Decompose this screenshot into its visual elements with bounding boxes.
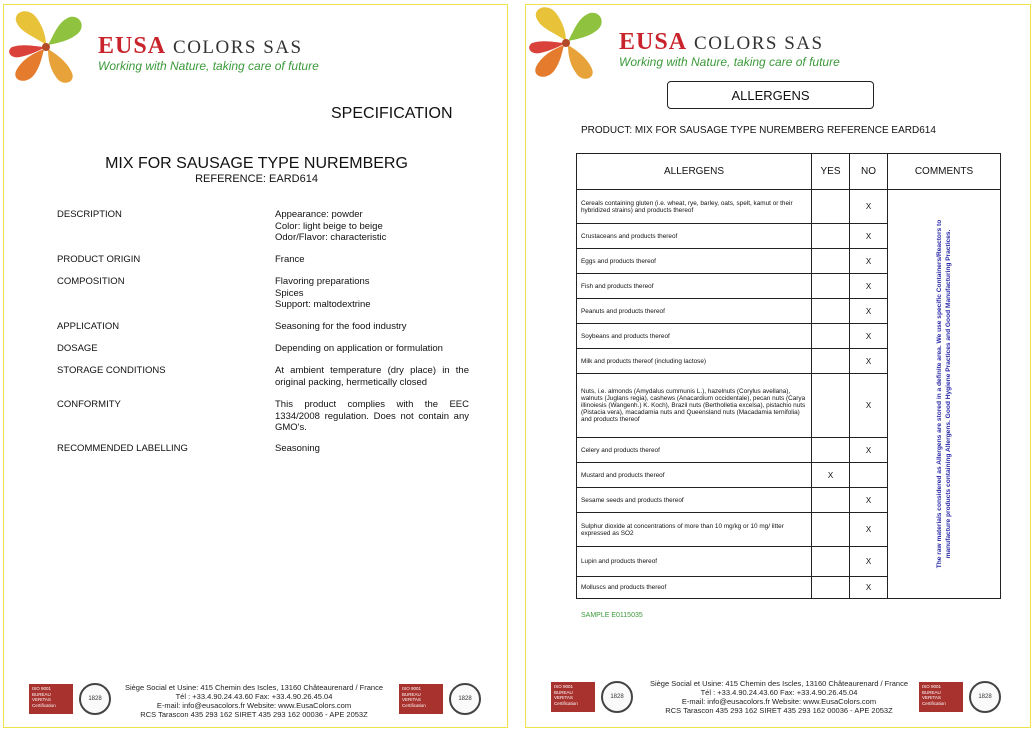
spec-value — [275, 343, 469, 355]
bureau-veritas-logo — [551, 682, 595, 712]
column-header-yes: YES — [812, 154, 850, 190]
cert-org: BUREAU VERITAS — [402, 691, 421, 702]
company-footer — [639, 679, 919, 715]
brand-eusa: EUSA — [619, 29, 688, 55]
spec-label: APPLICATION — [57, 321, 120, 332]
allergen-name: Molluscs and products thereof — [577, 577, 812, 599]
product-title: MIX FOR SAUSAGE TYPE NUREMBERG — [105, 155, 408, 172]
no-cell: X — [850, 324, 888, 349]
spec-label: COMPOSITION — [57, 276, 125, 287]
certification-seal-icon — [79, 683, 111, 715]
allergens-page — [525, 4, 1031, 728]
yes-cell — [812, 438, 850, 463]
no-cell: X — [850, 513, 888, 547]
footer-address: Siège Social et Usine: 415 Chemin des Iscles, 13160 Châteaurenard / France — [124, 683, 384, 692]
no-cell: X — [850, 274, 888, 299]
allergen-name: Celery and products thereof — [577, 438, 812, 463]
cert-iso: ISO 9001 — [554, 684, 574, 689]
spec-value-line: Support: maltodextrine — [275, 299, 371, 310]
brand-name — [98, 33, 303, 60]
spec-value-line: Odor/Flavor: characteristic — [275, 232, 387, 243]
allergen-name: Sulphur dioxide at concentrations of more than 10 mg/kg or 10 mg/ litter expressed as SO2 — [577, 513, 812, 547]
allergen-name: Nuts, i.e. almonds (Amydalus cummunis L.), hazelnuts (Corylus avellana), walnuts (Juglans regia), cashews (Anacardium occidentale), pecan nuts (Carya illinoiesis (Wangenh.) K. Koch), Brazil nuts (Bertholletia excelsa), pistachio nuts (Pistacia vera), macadamia nuts and Queensland nuts (Macadamia ternifolia) and products thereof — [577, 374, 812, 438]
footer-address: Siège Social et Usine: 415 Chemin des Iscles, 13160 Châteaurenard / France — [649, 679, 909, 688]
clover-logo-icon — [526, 3, 606, 83]
certification-badge — [919, 681, 1005, 713]
spec-value: At ambient temperature (dry place) in the original packing, hermetically closed — [275, 365, 469, 388]
page-title: SPECIFICATION — [331, 105, 453, 122]
product-line: PRODUCT: MIX FOR SAUSAGE TYPE NUREMBERG REFERENCE EARD614 — [581, 125, 936, 136]
cert-sub: Certification — [922, 700, 946, 706]
spec-label: PRODUCT ORIGIN — [57, 254, 141, 265]
cert-sub: Certification — [32, 702, 56, 708]
cert-iso: ISO 9001 — [922, 684, 942, 689]
allergen-name: Peanuts and products thereof — [577, 299, 812, 324]
spec-value-line: Seasoning for the food industry — [275, 321, 407, 332]
cert-org: BUREAU VERITAS — [32, 691, 51, 702]
certification-badge — [551, 681, 637, 713]
no-cell: X — [850, 249, 888, 274]
no-cell: X — [850, 349, 888, 374]
comments-cell — [888, 190, 1001, 599]
seal-year: 1828 — [88, 696, 102, 702]
bureau-veritas-logo — [29, 684, 73, 714]
seal-year: 1828 — [458, 696, 472, 702]
footer-registration: RCS Tarascon 435 293 162 SIRET 435 293 162 00036 - APE 2053Z — [665, 706, 893, 715]
certification-seal-icon — [969, 681, 1001, 713]
brand-suffix: COLORS SAS — [694, 33, 824, 54]
spec-value-line: Depending on application or formulation — [275, 343, 443, 354]
no-cell: X — [850, 374, 888, 438]
spec-value — [275, 254, 469, 266]
spec-value-line: Appearance: powder — [275, 209, 363, 220]
cert-iso: ISO 9001 — [32, 686, 52, 691]
allergen-name: Cereals containing gluten (i.e. wheat, rye, barley, oats, spelt, kamut or their hybridized strains) and products thereof — [577, 190, 812, 224]
yes-cell — [812, 374, 850, 438]
yes-cell — [812, 488, 850, 513]
spec-value-line: Flavoring preparations — [275, 276, 370, 287]
brand-tagline: Working with Nature, taking care of future — [619, 55, 840, 69]
cert-org: BUREAU VERITAS — [922, 689, 941, 700]
yes-cell — [812, 547, 850, 577]
allergen-comment: The raw materials considered as Allergens are stored in a definite area. We use specific Containers/Reactors to manufacture products containing Allergens. Good Hygiene Practices and Good Manufacturing Practices. — [936, 219, 952, 569]
spec-value — [275, 321, 469, 333]
certification-seal-icon — [601, 681, 633, 713]
allergen-name: Crustaceans and products thereof — [577, 224, 812, 249]
allergen-name: Lupin and products thereof — [577, 547, 812, 577]
brand-tagline: Working with Nature, taking care of future — [98, 59, 319, 73]
footer-phone: Tél : +33.4.90.24.43.60 Fax: +33.4.90.26.45.04 — [700, 688, 858, 697]
footer-contact: E-mail: info@eusacolors.fr Website: www.EusaColors.com — [156, 701, 352, 710]
allergen-name: Fish and products thereof — [577, 274, 812, 299]
no-cell: X — [850, 438, 888, 463]
cert-sub: Certification — [402, 702, 426, 708]
yes-cell: X — [812, 463, 850, 488]
seal-year: 1828 — [610, 694, 624, 700]
cert-sub: Certification — [554, 700, 578, 706]
no-cell: X — [850, 224, 888, 249]
spec-value — [275, 209, 469, 244]
spec-label: DESCRIPTION — [57, 209, 122, 220]
clover-logo-icon — [6, 7, 86, 87]
spec-value: This product complies with the EEC 1334/2008 regulation. Does not contain any GMO's. — [275, 399, 469, 433]
spec-label: DOSAGE — [57, 343, 98, 354]
allergens-table — [576, 153, 1001, 599]
spec-label: CONFORMITY — [57, 399, 121, 410]
column-header-no: NO — [850, 154, 888, 190]
footer-registration: RCS Tarascon 435 293 162 SIRET 435 293 162 00036 - APE 2053Z — [140, 710, 368, 719]
brand-suffix: COLORS SAS — [173, 37, 303, 58]
spec-value-line: Seasoning — [275, 443, 320, 454]
no-cell — [850, 463, 888, 488]
bureau-veritas-logo — [919, 682, 963, 712]
yes-cell — [812, 274, 850, 299]
spec-label: STORAGE CONDITIONS — [57, 365, 166, 376]
page-title: ALLERGENS — [667, 81, 874, 109]
no-cell: X — [850, 299, 888, 324]
yes-cell — [812, 324, 850, 349]
column-header-comments: COMMENTS — [888, 154, 1001, 190]
allergen-name: Sesame seeds and products thereof — [577, 488, 812, 513]
yes-cell — [812, 577, 850, 599]
certification-seal-icon — [449, 683, 481, 715]
no-cell: X — [850, 190, 888, 224]
allergen-name: Eggs and products thereof — [577, 249, 812, 274]
cert-iso: ISO 9001 — [402, 686, 422, 691]
cert-org: BUREAU VERITAS — [554, 689, 573, 700]
bureau-veritas-logo — [399, 684, 443, 714]
brand-eusa: EUSA — [98, 33, 167, 59]
seal-year: 1828 — [978, 694, 992, 700]
no-cell: X — [850, 547, 888, 577]
yes-cell — [812, 299, 850, 324]
allergen-name: Milk and products thereof (including lactose) — [577, 349, 812, 374]
certification-badge — [29, 683, 115, 715]
allergen-name: Soybeans and products thereof — [577, 324, 812, 349]
spec-label: RECOMMENDED LABELLING — [57, 443, 188, 454]
spec-value-line: Spices — [275, 287, 304, 299]
certification-badge — [399, 683, 485, 715]
sample-code: SAMPLE E0115035 — [581, 612, 643, 619]
footer-contact: E-mail: info@eusacolors.fr Website: www.EusaColors.com — [681, 697, 877, 706]
yes-cell — [812, 513, 850, 547]
specification-page — [3, 4, 508, 728]
yes-cell — [812, 249, 850, 274]
footer-phone: Tél : +33.4.90.24.43.60 Fax: +33.4.90.26.45.04 — [175, 692, 333, 701]
yes-cell — [812, 224, 850, 249]
spec-value — [275, 276, 469, 311]
company-footer — [114, 683, 394, 719]
product-reference: REFERENCE: EARD614 — [195, 173, 318, 185]
spec-value-line: Color: light beige to beige — [275, 220, 383, 232]
column-header-allergens: ALLERGENS — [577, 154, 812, 190]
table-row — [577, 190, 1001, 224]
allergen-name: Mustard and products thereof — [577, 463, 812, 488]
spec-value-line: France — [275, 254, 305, 265]
yes-cell — [812, 190, 850, 224]
brand-name — [619, 29, 824, 56]
table-header-row — [577, 154, 1001, 190]
spec-value — [275, 443, 469, 455]
yes-cell — [812, 349, 850, 374]
no-cell: X — [850, 488, 888, 513]
no-cell: X — [850, 577, 888, 599]
